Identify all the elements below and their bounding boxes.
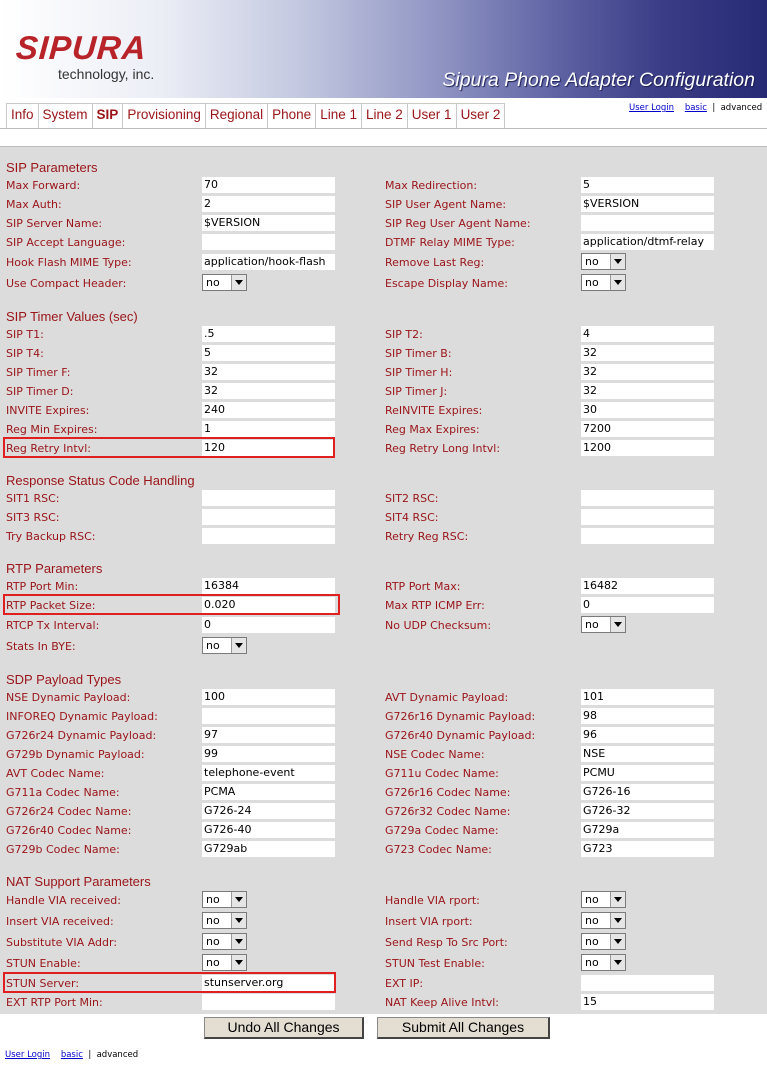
escape-display-name-label: Escape Display Name: <box>385 277 508 290</box>
reinvite-expires-input[interactable]: 30 <box>581 402 714 418</box>
try-backup-rsc-label: Try Backup RSC: <box>6 530 96 543</box>
chevron-down-icon[interactable] <box>231 892 246 907</box>
sip-timer-d-input[interactable]: 32 <box>202 383 335 399</box>
page-title: Sipura Phone Adapter Configuration <box>442 69 755 91</box>
user-login-link[interactable]: User Login <box>629 103 675 113</box>
chevron-down-icon[interactable] <box>610 254 625 269</box>
handle-via-received-select[interactable] <box>202 891 247 908</box>
rtp-packet-size-highlight <box>3 594 340 615</box>
g729a-codec-name-label: G729a Codec Name: <box>385 824 499 837</box>
chevron-down-icon[interactable] <box>231 275 246 290</box>
user-login-link-bottom[interactable]: User Login <box>5 1050 51 1060</box>
sip-timer-j-input[interactable]: 32 <box>581 383 714 399</box>
g726r16-dynamic-payload-input[interactable]: 98 <box>581 708 714 724</box>
sip-t2-input[interactable]: 4 <box>581 326 714 342</box>
stun-server-input[interactable]: stunserver.org <box>202 975 335 991</box>
use-compact-header-label: Use Compact Header: <box>6 277 127 290</box>
max-auth-input[interactable]: 2 <box>202 196 335 212</box>
remove-last-reg-label: Remove Last Reg: <box>385 256 485 269</box>
handle-via-received-value: no <box>206 893 220 906</box>
sip-user-agent-name-input[interactable]: $VERSION <box>581 196 714 212</box>
chevron-down-icon[interactable] <box>610 275 625 290</box>
retry-reg-rsc-input[interactable] <box>581 528 714 544</box>
avt-codec-name-label: AVT Codec Name: <box>6 767 105 780</box>
chevron-down-icon[interactable] <box>610 934 625 949</box>
no-udp-checksum-select[interactable] <box>581 616 626 633</box>
link-separator-bottom: | <box>88 1050 92 1060</box>
sit2-rsc-input[interactable] <box>581 490 714 506</box>
section-sdp-payload-types: SDP Payload Types <box>6 672 122 687</box>
substitute-via-addr-value: no <box>206 935 220 948</box>
handle-via-rport-value: no <box>585 893 599 906</box>
insert-via-received-select[interactable] <box>202 912 247 929</box>
tab-sip[interactable]: SIP <box>92 103 123 128</box>
stun-enable-select[interactable] <box>202 954 247 971</box>
g723-codec-name-input[interactable]: G723 <box>581 841 714 857</box>
max-redirection-label: Max Redirection: <box>385 179 478 192</box>
panel-top-strip <box>0 128 767 147</box>
stun-enable-value: no <box>206 956 220 969</box>
section-rtp-parameters: RTP Parameters <box>6 561 103 576</box>
tab-user1[interactable]: User 1 <box>407 103 456 128</box>
section-sip-parameters: SIP Parameters <box>6 160 98 175</box>
reg-retry-long-intvl-label: Reg Retry Long Intvl: <box>385 442 501 455</box>
max-rtp-icmp-err-input[interactable]: 0 <box>581 597 714 613</box>
stats-in-bye-label: Stats In BYE: <box>6 640 76 653</box>
bottom-view-links <box>5 1050 138 1060</box>
chevron-down-icon[interactable] <box>231 638 246 653</box>
no-udp-checksum-value: no <box>585 618 599 631</box>
nat-keep-alive-intvl-label: NAT Keep Alive Intvl: <box>385 996 500 1009</box>
sip-timer-d-label: SIP Timer D: <box>6 385 74 398</box>
reg-retry-long-intvl-input[interactable]: 1200 <box>581 440 714 456</box>
stun-test-enable-select[interactable] <box>581 954 626 971</box>
ext-rtp-port-min-input[interactable] <box>202 994 335 1010</box>
g729b-codec-name-input[interactable]: G729ab <box>202 841 335 857</box>
sip-timer-h-label: SIP Timer H: <box>385 366 453 379</box>
chevron-down-icon[interactable] <box>610 617 625 632</box>
inforeq-dynamic-payload-label: INFOREQ Dynamic Payload: <box>6 710 158 723</box>
stats-in-bye-value: no <box>206 639 220 652</box>
reg-retry-intvl-highlight <box>3 437 335 458</box>
nat-keep-alive-intvl-input[interactable]: 15 <box>581 994 714 1010</box>
reg-max-expires-input[interactable]: 7200 <box>581 421 714 437</box>
reg-min-expires-input[interactable]: 1 <box>202 421 335 437</box>
ext-ip-label: EXT IP: <box>385 977 424 990</box>
g726r24-dynamic-payload-label: G726r24 Dynamic Payload: <box>6 729 157 742</box>
max-rtp-icmp-err-label: Max RTP ICMP Err: <box>385 599 485 612</box>
sip-t4-input[interactable]: 5 <box>202 345 335 361</box>
g726r40-dynamic-payload-input[interactable]: 96 <box>581 727 714 743</box>
max-forward-label: Max Forward: <box>6 179 81 192</box>
rtp-port-max-label: RTP Port Max: <box>385 580 461 593</box>
handle-via-received-label: Handle VIA received: <box>6 894 121 907</box>
reg-retry-intvl-input[interactable]: 120 <box>202 440 335 456</box>
basic-link-bottom[interactable]: basic <box>60 1050 83 1060</box>
try-backup-rsc-input[interactable] <box>202 528 335 544</box>
tab-regional[interactable]: Regional <box>205 103 267 128</box>
tab-provisioning[interactable]: Provisioning <box>122 103 205 128</box>
g723-codec-name-label: G723 Codec Name: <box>385 843 492 856</box>
g711a-codec-name-label: G711a Codec Name: <box>6 786 120 799</box>
stats-in-bye-select[interactable] <box>202 637 247 654</box>
advanced-label-bottom: advanced <box>96 1050 139 1060</box>
send-resp-to-src-port-value: no <box>585 935 599 948</box>
rtcp-tx-interval-input[interactable]: 0 <box>202 617 335 633</box>
sip-accept-language-label: SIP Accept Language: <box>6 236 126 249</box>
g711u-codec-name-input[interactable]: PCMU <box>581 765 714 781</box>
basic-link[interactable]: basic <box>684 103 707 113</box>
max-auth-label: Max Auth: <box>6 198 62 211</box>
submit-all-changes-button[interactable]: Submit All Changes <box>377 1017 550 1039</box>
insert-via-rport-value: no <box>585 914 599 927</box>
rtp-packet-size-input[interactable]: 0.020 <box>202 597 335 613</box>
g729b-dynamic-payload-input[interactable]: 99 <box>202 746 335 762</box>
sit2-rsc-label: SIT2 RSC: <box>385 492 439 505</box>
nse-dynamic-payload-input[interactable]: 100 <box>202 689 335 705</box>
sip-t1-label: SIP T1: <box>6 328 44 341</box>
reg-max-expires-label: Reg Max Expires: <box>385 423 480 436</box>
dtmf-relay-mime-type-label: DTMF Relay MIME Type: <box>385 236 515 249</box>
sip-timer-b-label: SIP Timer B: <box>385 347 452 360</box>
sit3-rsc-input[interactable] <box>202 509 335 525</box>
chevron-down-icon[interactable] <box>610 892 625 907</box>
hook-flash-mime-type-label: Hook Flash MIME Type: <box>6 256 132 269</box>
rtp-port-min-input[interactable]: 16384 <box>202 578 335 594</box>
send-resp-to-src-port-select[interactable] <box>581 933 626 950</box>
nse-dynamic-payload-label: NSE Dynamic Payload: <box>6 691 131 704</box>
send-resp-to-src-port-label: Send Resp To Src Port: <box>385 936 508 949</box>
g726r40-codec-name-input[interactable]: G726-40 <box>202 822 335 838</box>
invite-expires-label: INVITE Expires: <box>6 404 90 417</box>
sipura-logo: SIPURA <box>14 29 149 66</box>
stun-test-enable-value: no <box>585 956 599 969</box>
tab-system[interactable]: System <box>38 103 92 128</box>
handle-via-rport-label: Handle VIA rport: <box>385 894 480 907</box>
sit4-rsc-input[interactable] <box>581 509 714 525</box>
header-banner <box>0 0 767 98</box>
reinvite-expires-label: ReINVITE Expires: <box>385 404 483 417</box>
escape-display-name-select[interactable] <box>581 274 626 291</box>
stun-test-enable-label: STUN Test Enable: <box>385 957 485 970</box>
max-forward-input[interactable]: 70 <box>202 177 335 193</box>
top-view-links <box>629 103 762 113</box>
g729b-codec-name-label: G729b Codec Name: <box>6 843 120 856</box>
g726r40-codec-name-label: G726r40 Codec Name: <box>6 824 132 837</box>
tabs <box>6 103 505 128</box>
g711u-codec-name-label: G711u Codec Name: <box>385 767 499 780</box>
g726r24-dynamic-payload-input[interactable]: 97 <box>202 727 335 743</box>
sip-t2-label: SIP T2: <box>385 328 423 341</box>
g729b-dynamic-payload-label: G729b Dynamic Payload: <box>6 748 145 761</box>
sit1-rsc-input[interactable] <box>202 490 335 506</box>
logo-subtitle: technology, inc. <box>58 66 155 82</box>
link-separator: | <box>712 103 716 113</box>
inforeq-dynamic-payload-input[interactable] <box>202 708 335 724</box>
rtp-port-max-input[interactable]: 16482 <box>581 578 714 594</box>
reg-retry-intvl-label: Reg Retry Intvl: <box>6 442 91 455</box>
rtcp-tx-interval-label: RTCP Tx Interval: <box>6 619 100 632</box>
no-udp-checksum-label: No UDP Checksum: <box>385 619 492 632</box>
sip-accept-language-input[interactable] <box>202 234 335 250</box>
sit1-rsc-label: SIT1 RSC: <box>6 492 60 505</box>
g726r24-codec-name-label: G726r24 Codec Name: <box>6 805 132 818</box>
stun-server-highlight <box>3 972 336 993</box>
section-nat-support: NAT Support Parameters <box>6 874 151 889</box>
insert-via-received-label: Insert VIA received: <box>6 915 114 928</box>
sip-timer-j-label: SIP Timer J: <box>385 385 448 398</box>
remove-last-reg-value: no <box>585 255 599 268</box>
sip-t4-label: SIP T4: <box>6 347 44 360</box>
sip-reg-user-agent-name-label: SIP Reg User Agent Name: <box>385 217 531 230</box>
sip-reg-user-agent-name-input[interactable] <box>581 215 714 231</box>
rtp-packet-size-label: RTP Packet Size: <box>6 599 96 612</box>
g726r16-dynamic-payload-label: G726r16 Dynamic Payload: <box>385 710 536 723</box>
sip-server-name-input[interactable]: $VERSION <box>202 215 335 231</box>
insert-via-received-value: no <box>206 914 220 927</box>
sit4-rsc-label: SIT4 RSC: <box>385 511 439 524</box>
tab-info[interactable]: Info <box>6 103 38 128</box>
ext-ip-input[interactable] <box>581 975 714 991</box>
tab-user2[interactable]: User 2 <box>456 103 506 128</box>
chevron-down-icon[interactable] <box>231 955 246 970</box>
ext-rtp-port-min-label: EXT RTP Port Min: <box>6 996 103 1009</box>
sip-t1-input[interactable]: .5 <box>202 326 335 342</box>
tab-line1[interactable]: Line 1 <box>315 103 361 128</box>
max-redirection-input[interactable]: 5 <box>581 177 714 193</box>
g729a-codec-name-input[interactable]: G729a <box>581 822 714 838</box>
dtmf-relay-mime-type-input[interactable]: application/dtmf-relay <box>581 234 714 250</box>
avt-codec-name-input[interactable]: telephone-event <box>202 765 335 781</box>
reg-min-expires-label: Reg Min Expires: <box>6 423 98 436</box>
advanced-label: advanced <box>720 103 763 113</box>
remove-last-reg-select[interactable] <box>581 253 626 270</box>
section-response-status-code: Response Status Code Handling <box>6 473 195 488</box>
substitute-via-addr-select[interactable] <box>202 933 247 950</box>
escape-display-name-value: no <box>585 276 599 289</box>
sip-user-agent-name-label: SIP User Agent Name: <box>385 198 507 211</box>
chevron-down-icon[interactable] <box>231 934 246 949</box>
hook-flash-mime-type-input[interactable]: application/hook-flash <box>202 254 335 270</box>
use-compact-header-select[interactable] <box>202 274 247 291</box>
avt-dynamic-payload-input[interactable]: 101 <box>581 689 714 705</box>
section-sip-timer-values: SIP Timer Values (sec) <box>6 309 138 324</box>
g711a-codec-name-input[interactable]: PCMA <box>202 784 335 800</box>
g726r40-dynamic-payload-label: G726r40 Dynamic Payload: <box>385 729 536 742</box>
sit3-rsc-label: SIT3 RSC: <box>6 511 60 524</box>
rtp-port-min-label: RTP Port Min: <box>6 580 79 593</box>
insert-via-rport-label: Insert VIA rport: <box>385 915 473 928</box>
nse-codec-name-label: NSE Codec Name: <box>385 748 485 761</box>
chevron-down-icon[interactable] <box>610 955 625 970</box>
substitute-via-addr-label: Substitute VIA Addr: <box>6 936 118 949</box>
g726r16-codec-name-input[interactable]: G726-16 <box>581 784 714 800</box>
tab-phone[interactable]: Phone <box>267 103 315 128</box>
handle-via-rport-select[interactable] <box>581 891 626 908</box>
sip-timer-h-input[interactable]: 32 <box>581 364 714 380</box>
sip-timer-f-input[interactable]: 32 <box>202 364 335 380</box>
undo-all-changes-button[interactable]: Undo All Changes <box>204 1017 364 1039</box>
use-compact-header-value: no <box>206 276 220 289</box>
chevron-down-icon[interactable] <box>610 913 625 928</box>
stun-server-label: STUN Server: <box>6 977 80 990</box>
invite-expires-input[interactable]: 240 <box>202 402 335 418</box>
stun-enable-label: STUN Enable: <box>6 957 81 970</box>
sip-server-name-label: SIP Server Name: <box>6 217 103 230</box>
g726r24-codec-name-input[interactable]: G726-24 <box>202 803 335 819</box>
chevron-down-icon[interactable] <box>231 913 246 928</box>
g726r32-codec-name-label: G726r32 Codec Name: <box>385 805 511 818</box>
avt-dynamic-payload-label: AVT Dynamic Payload: <box>385 691 509 704</box>
insert-via-rport-select[interactable] <box>581 912 626 929</box>
g726r32-codec-name-input[interactable]: G726-32 <box>581 803 714 819</box>
tab-line2[interactable]: Line 2 <box>361 103 407 128</box>
nse-codec-name-input[interactable]: NSE <box>581 746 714 762</box>
retry-reg-rsc-label: Retry Reg RSC: <box>385 530 469 543</box>
sip-timer-b-input[interactable]: 32 <box>581 345 714 361</box>
sip-timer-f-label: SIP Timer F: <box>6 366 71 379</box>
g726r16-codec-name-label: G726r16 Codec Name: <box>385 786 511 799</box>
